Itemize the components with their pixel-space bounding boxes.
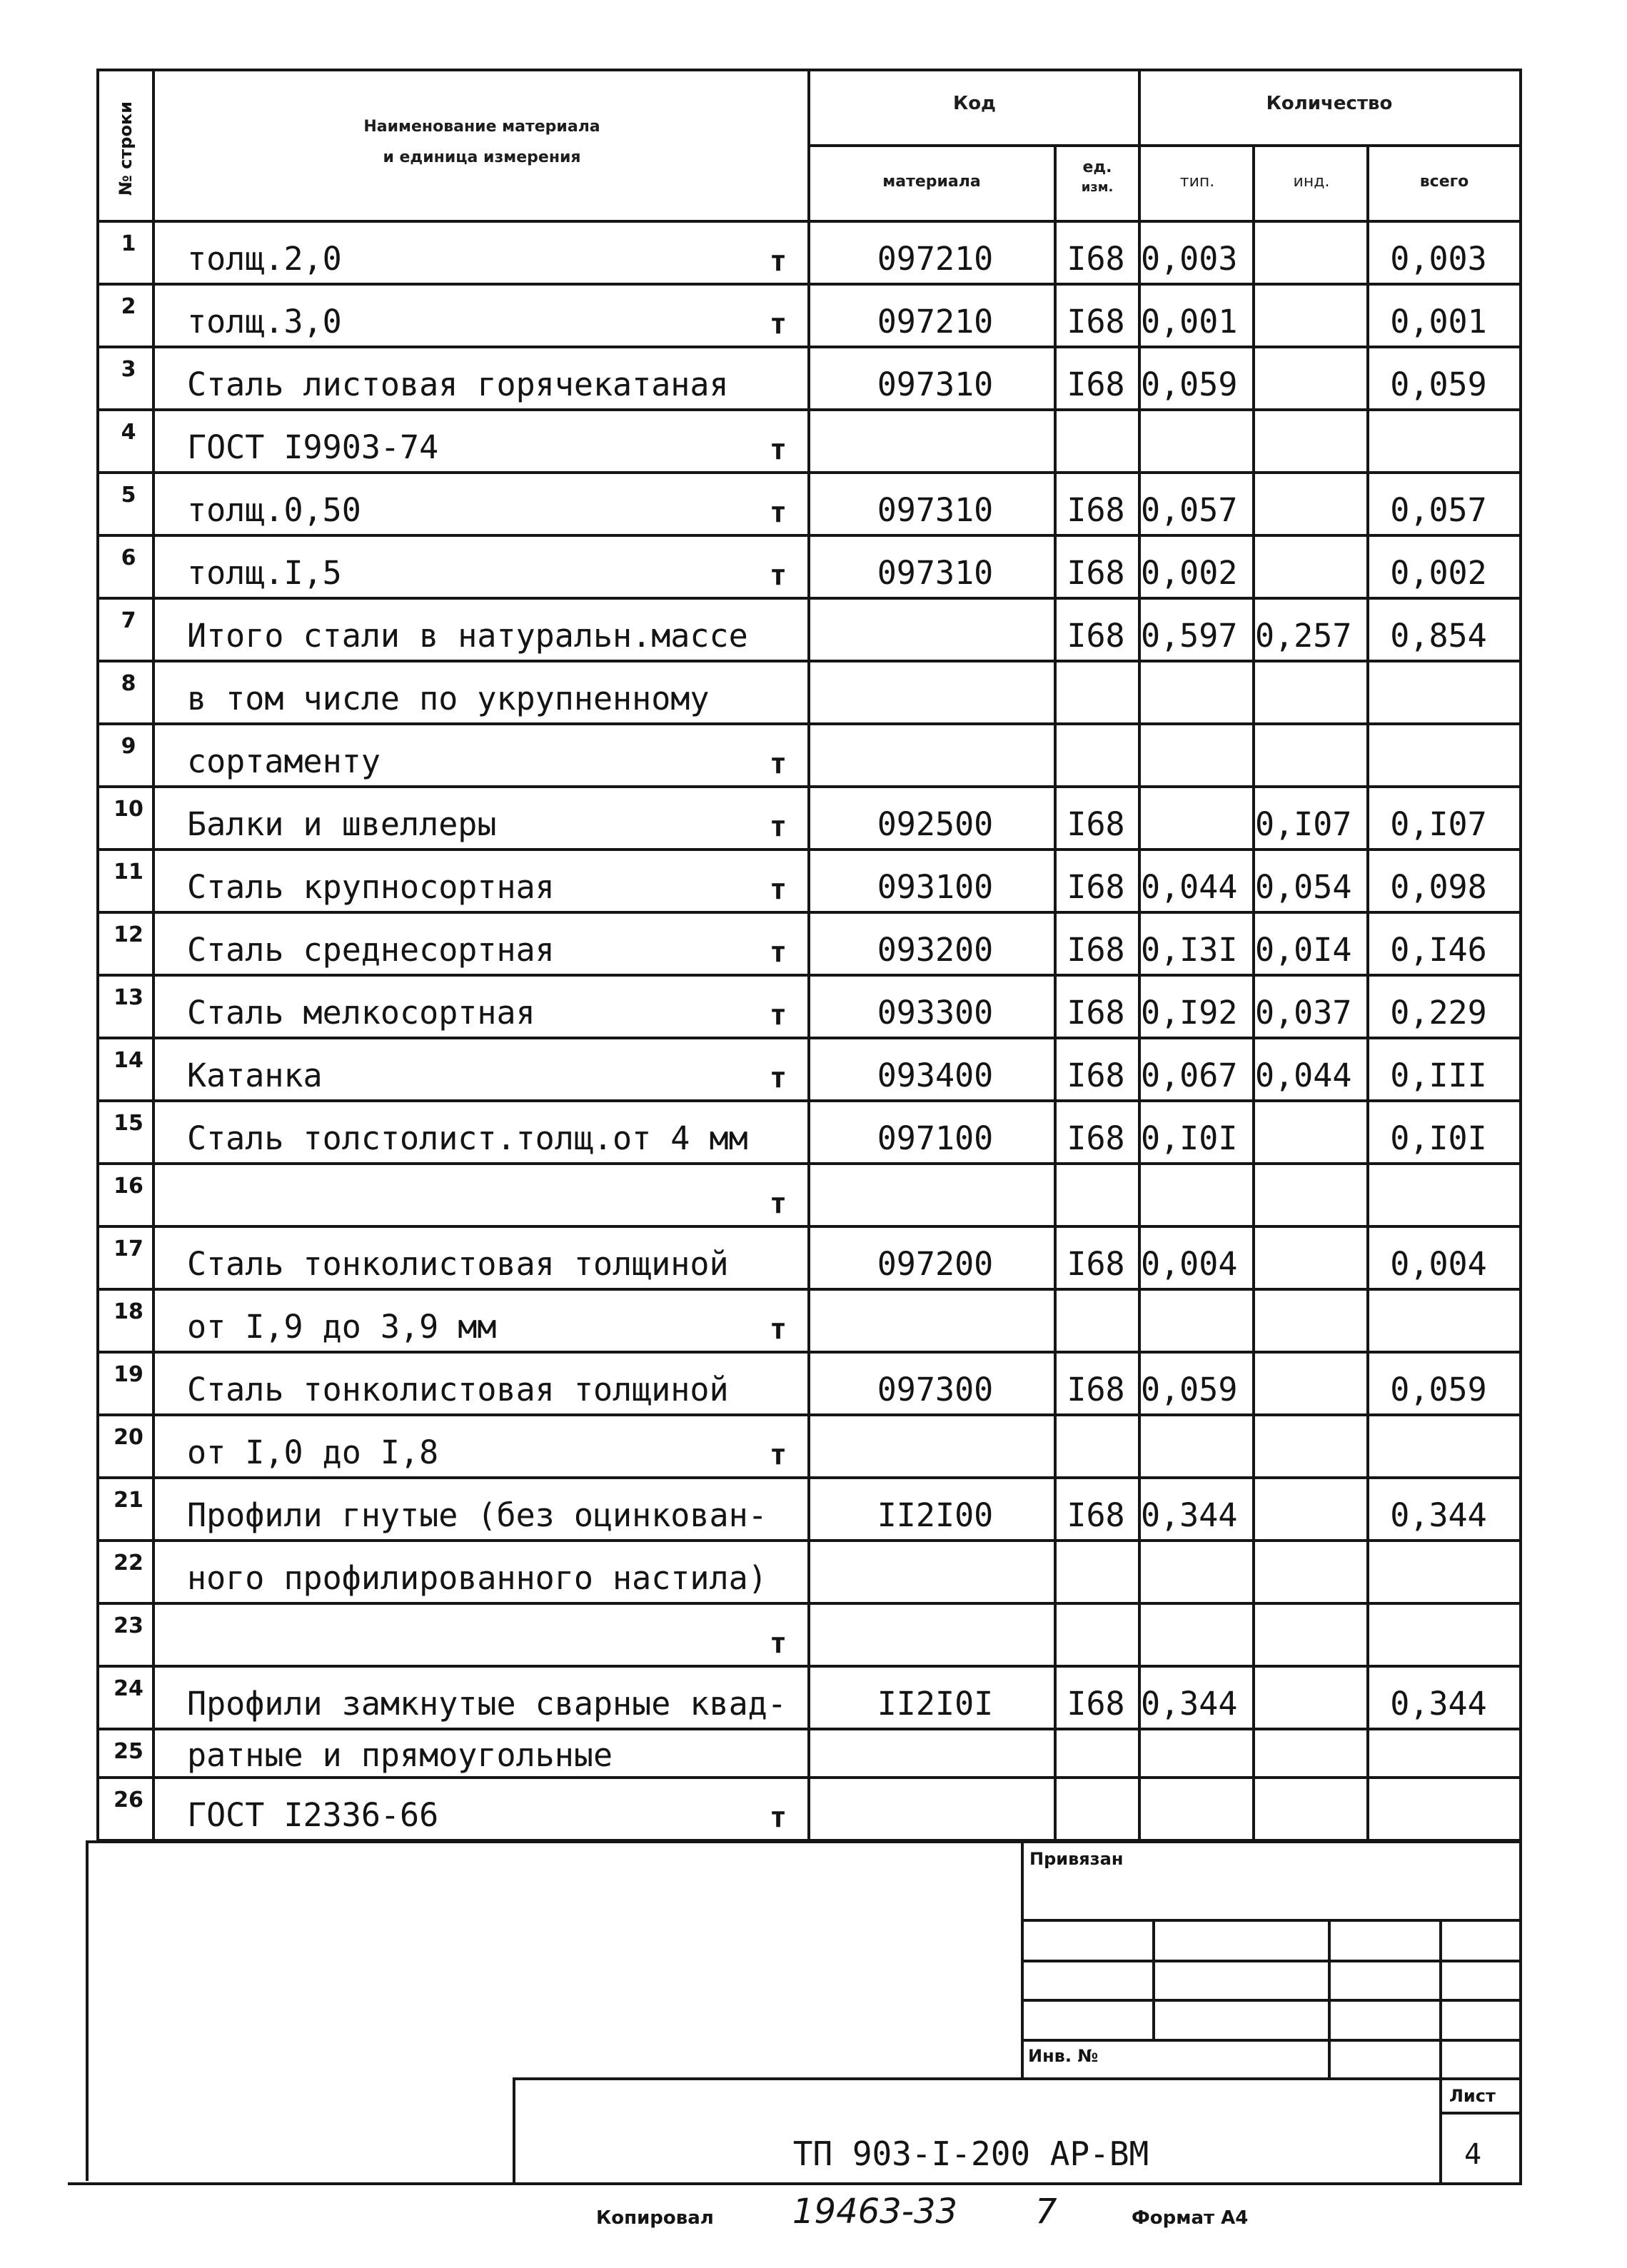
unit-mark: т xyxy=(769,1313,787,1346)
material-name: толщ.0,50 xyxy=(187,491,361,529)
row-rule xyxy=(96,346,1521,348)
qty-ind: 0,037 xyxy=(1255,994,1352,1032)
frame-bottom xyxy=(68,2182,1522,2185)
measure-code: I68 xyxy=(1067,491,1125,529)
measure-code: I68 xyxy=(1067,1685,1125,1723)
unit-mark: т xyxy=(769,433,787,466)
applied-label: Привязан xyxy=(1029,1849,1124,1869)
qty-total: 0,344 xyxy=(1390,1685,1487,1723)
name-header-line2: и единица измерения xyxy=(383,148,581,166)
format-label: Формат А4 xyxy=(1132,2207,1249,2229)
row-number: 18 xyxy=(114,1299,143,1324)
unit-mark: т xyxy=(769,1062,787,1094)
row-number: 11 xyxy=(114,860,143,884)
qty-typ: 0,002 xyxy=(1141,554,1238,592)
measure-code: I68 xyxy=(1067,1119,1125,1157)
row-number: 19 xyxy=(114,1362,143,1387)
qty-typ: 0,344 xyxy=(1141,1685,1238,1723)
row-number: 13 xyxy=(114,985,143,1010)
frame-right xyxy=(1519,69,1522,2185)
material-name: сортаменту xyxy=(187,742,381,780)
col-rule-typ xyxy=(1252,144,1255,1842)
measure-code: I68 xyxy=(1067,994,1125,1032)
copied-label: Копировал xyxy=(596,2207,714,2229)
row-rule xyxy=(96,1776,1521,1779)
row-rule xyxy=(96,1225,1521,1228)
name-header-line1: Наименование материала xyxy=(363,118,600,136)
qty-typ: 0,004 xyxy=(1141,1245,1238,1283)
material-code: II2I0I xyxy=(877,1685,994,1723)
row-rule xyxy=(96,534,1521,537)
sheet-label-rule xyxy=(1439,2112,1521,2115)
unit-mark: т xyxy=(769,496,787,529)
row-rule xyxy=(96,660,1521,662)
unit-mark: т xyxy=(769,936,787,969)
material-name: от I,9 до 3,9 мм xyxy=(187,1308,497,1346)
row-number: 26 xyxy=(114,1788,143,1813)
row-number: 4 xyxy=(121,420,136,445)
material-name: Катанка xyxy=(187,1057,323,1094)
material-name: Профили гнутые (без оцинкован- xyxy=(187,1496,767,1534)
material-code: 097210 xyxy=(877,303,994,341)
unit-mark: т xyxy=(769,810,787,843)
handwritten-mark: 7 xyxy=(1035,2192,1057,2232)
title-block-top xyxy=(513,2077,1521,2080)
row-rule xyxy=(96,911,1521,914)
qty-total-header: всего xyxy=(1419,173,1469,191)
row-no-header: № строки xyxy=(116,101,136,196)
material-name: Сталь тонколистовая толщиной xyxy=(187,1371,729,1408)
stamp-top xyxy=(86,1840,1521,1843)
row-number: 10 xyxy=(114,797,143,822)
qty-typ: 0,344 xyxy=(1141,1496,1238,1534)
row-number: 6 xyxy=(121,545,136,570)
unit-mark: т xyxy=(769,1187,787,1220)
sheet-number: 4 xyxy=(1464,2138,1482,2171)
measure-code: I68 xyxy=(1067,1057,1125,1094)
material-name: Итого стали в натуральн.массе xyxy=(187,617,748,655)
row-number: 15 xyxy=(114,1111,143,1136)
qty-total: 0,059 xyxy=(1390,1371,1487,1408)
material-code: 097210 xyxy=(877,240,994,278)
qty-total: 0,057 xyxy=(1390,491,1487,529)
unit-mark: т xyxy=(769,245,787,278)
header-mid-rule xyxy=(809,144,1519,147)
material-name: ГОСТ I2336-66 xyxy=(187,1796,439,1834)
material-name: в том числе по укрупненному xyxy=(187,680,710,717)
code-material-header: материала xyxy=(882,173,981,191)
material-code: 097200 xyxy=(877,1245,994,1283)
row-number: 5 xyxy=(121,483,136,508)
row-rule xyxy=(96,974,1521,977)
stamp-applied-col-2 xyxy=(1328,1919,1331,2080)
measure-code: I68 xyxy=(1067,1245,1125,1283)
row-number: 20 xyxy=(114,1425,143,1450)
measure-code: I68 xyxy=(1067,303,1125,341)
qty-total: 0,059 xyxy=(1390,366,1487,403)
qty-typ: 0,I0I xyxy=(1141,1119,1238,1157)
qty-total: 0,001 xyxy=(1390,303,1487,341)
qty-typ: 0,597 xyxy=(1141,617,1238,655)
row-number: 8 xyxy=(121,671,136,696)
measure-code: I68 xyxy=(1067,931,1125,969)
qty-typ: 0,I92 xyxy=(1141,994,1238,1032)
qty-typ: 0,003 xyxy=(1141,240,1238,278)
material-code: 097310 xyxy=(877,491,994,529)
frame-left-lower xyxy=(86,1842,89,2181)
unit-mark: т xyxy=(769,999,787,1032)
qty-typ: 0,057 xyxy=(1141,491,1238,529)
material-code: 097100 xyxy=(877,1119,994,1157)
qty-total: 0,098 xyxy=(1390,868,1487,906)
material-name: от I,0 до I,8 xyxy=(187,1433,439,1471)
qty-ind: 0,257 xyxy=(1255,617,1352,655)
material-name: Сталь тонколистовая толщиной xyxy=(187,1245,729,1283)
row-rule xyxy=(96,785,1521,788)
qty-total: 0,I46 xyxy=(1390,931,1487,969)
qty-total: 0,003 xyxy=(1390,240,1487,278)
material-name: толщ.I,5 xyxy=(187,554,342,592)
row-rule xyxy=(96,1665,1521,1668)
row-number: 16 xyxy=(114,1174,143,1199)
material-code: 097300 xyxy=(877,1371,994,1408)
row-rule xyxy=(96,848,1521,851)
stamp-applied-rule-1 xyxy=(1021,1919,1521,1922)
row-number: 3 xyxy=(121,357,136,382)
col-rule-name xyxy=(807,69,810,1842)
qty-total: 0,344 xyxy=(1390,1496,1487,1534)
qty-ind: 0,054 xyxy=(1255,868,1352,906)
unit-mark: т xyxy=(769,873,787,906)
measure-code: I68 xyxy=(1067,554,1125,592)
row-number: 9 xyxy=(121,734,136,759)
material-code: 092500 xyxy=(877,805,994,843)
col-rule-rowno xyxy=(152,69,155,1842)
row-rule xyxy=(96,1162,1521,1165)
qty-typ: 0,059 xyxy=(1141,1371,1238,1408)
measure-code: I68 xyxy=(1067,868,1125,906)
stamp-applied-rule-3 xyxy=(1021,1999,1521,2002)
qty-total: 0,229 xyxy=(1390,994,1487,1032)
row-number: 17 xyxy=(114,1236,143,1261)
material-name: Сталь среднесортная xyxy=(187,931,555,969)
unit-mark: т xyxy=(769,747,787,780)
material-name: Сталь толстолист.толщ.от 4 мм xyxy=(187,1119,748,1157)
row-rule xyxy=(96,1099,1521,1102)
row-rule xyxy=(96,408,1521,411)
material-code: 097310 xyxy=(877,366,994,403)
qty-typ: 0,067 xyxy=(1141,1057,1238,1094)
material-code: 093400 xyxy=(877,1057,994,1094)
row-rule xyxy=(96,1351,1521,1354)
row-number: 12 xyxy=(114,922,143,947)
row-number: 14 xyxy=(114,1048,143,1073)
row-rule xyxy=(96,597,1521,600)
measure-code: I68 xyxy=(1067,1496,1125,1534)
qty-total: 0,III xyxy=(1390,1057,1487,1094)
row-rule xyxy=(96,1288,1521,1291)
qty-header: Количество xyxy=(1266,93,1393,114)
qty-ind: 0,I07 xyxy=(1255,805,1352,843)
material-code: 093100 xyxy=(877,868,994,906)
qty-total: 0,004 xyxy=(1390,1245,1487,1283)
qty-typ: 0,044 xyxy=(1141,868,1238,906)
row-number: 22 xyxy=(114,1551,143,1576)
unit-mark: т xyxy=(769,559,787,592)
qty-typ: 0,001 xyxy=(1141,303,1238,341)
row-rule xyxy=(96,1539,1521,1542)
row-number: 23 xyxy=(114,1613,143,1638)
handwritten-number: 19463-33 xyxy=(792,2192,958,2232)
code-unit-header-1: ед. xyxy=(1082,158,1112,176)
material-code: II2I00 xyxy=(877,1496,994,1534)
row-number: 25 xyxy=(114,1739,143,1764)
code-unit-header-2: изм. xyxy=(1081,180,1114,195)
unit-mark: т xyxy=(769,1801,787,1834)
qty-ind-header: инд. xyxy=(1293,173,1330,191)
material-code: 097310 xyxy=(877,554,994,592)
col-rule-ind xyxy=(1366,144,1369,1842)
row-number: 7 xyxy=(121,608,136,633)
measure-code: I68 xyxy=(1067,366,1125,403)
unit-mark: т xyxy=(769,1627,787,1660)
qty-total: 0,I0I xyxy=(1390,1119,1487,1157)
material-code: 093300 xyxy=(877,994,994,1032)
material-name: толщ.2,0 xyxy=(187,240,342,278)
row-rule xyxy=(96,722,1521,725)
material-name: ратные и прямоугольные xyxy=(187,1736,613,1774)
material-name: ного профилированного настила) xyxy=(187,1559,767,1597)
row-rule xyxy=(96,1476,1521,1479)
row-number: 2 xyxy=(121,294,136,319)
material-name: Сталь крупносортная xyxy=(187,868,555,906)
qty-total: 0,I07 xyxy=(1390,805,1487,843)
qty-ind: 0,044 xyxy=(1255,1057,1352,1094)
frame-left xyxy=(96,69,99,1842)
stamp-applied-rule-2 xyxy=(1021,1960,1521,1962)
material-name: Балки и швеллеры xyxy=(187,805,497,843)
material-name: Сталь листовая горячекатаная xyxy=(187,366,729,403)
stamp-applied-rule-4 xyxy=(1021,2039,1521,2042)
row-rule xyxy=(96,471,1521,474)
stamp-applied-col-1 xyxy=(1152,1919,1155,2039)
code-header: Код xyxy=(952,93,997,114)
inv-no-label: Инв. № xyxy=(1028,2046,1099,2066)
document-code: ТП 903-I-200 AP-ВМ xyxy=(792,2135,1149,2173)
row-rule xyxy=(96,1413,1521,1416)
row-rule xyxy=(96,283,1521,286)
material-name: толщ.3,0 xyxy=(187,303,342,341)
measure-code: I68 xyxy=(1067,617,1125,655)
row-rule xyxy=(96,1037,1521,1039)
row-number: 1 xyxy=(121,231,136,256)
qty-ind: 0,0I4 xyxy=(1255,931,1352,969)
material-name: Сталь мелкосортная xyxy=(187,994,535,1032)
unit-mark: т xyxy=(769,1438,787,1471)
qty-typ: 0,059 xyxy=(1141,366,1238,403)
row-number: 21 xyxy=(114,1488,143,1513)
measure-code: I68 xyxy=(1067,1371,1125,1408)
measure-code: I68 xyxy=(1067,805,1125,843)
qty-total: 0,854 xyxy=(1390,617,1487,655)
row-number: 24 xyxy=(114,1676,143,1701)
measure-code: I68 xyxy=(1067,240,1125,278)
material-name: ГОСТ I9903-74 xyxy=(187,428,439,466)
qty-total: 0,002 xyxy=(1390,554,1487,592)
unit-mark: т xyxy=(769,308,787,341)
qty-typ: 0,I3I xyxy=(1141,931,1238,969)
qty-typ-header: тип. xyxy=(1179,173,1215,191)
sheet-label: Лист xyxy=(1449,2086,1496,2106)
material-name: Профили замкнутые сварные квад- xyxy=(187,1685,787,1723)
row-rule xyxy=(96,1602,1521,1605)
row-rule xyxy=(96,1728,1521,1730)
material-code: 093200 xyxy=(877,931,994,969)
